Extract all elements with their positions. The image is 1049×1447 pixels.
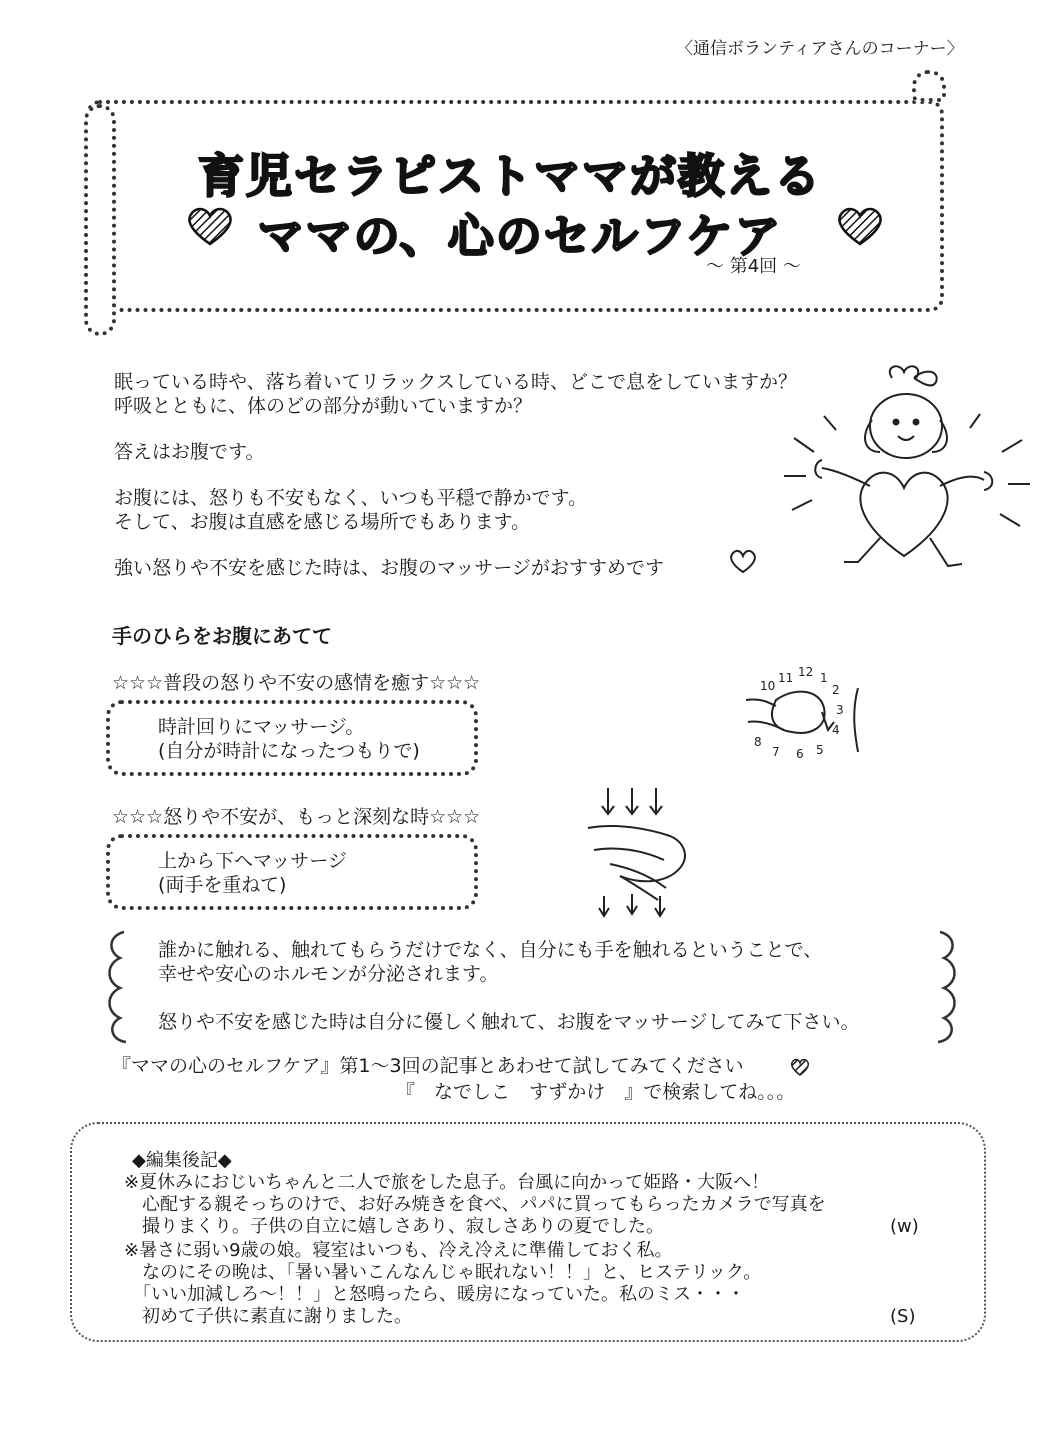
clock-number: 8 <box>754 735 762 749</box>
scroll-right-roll <box>912 70 946 102</box>
clock-number: 7 <box>772 745 780 759</box>
clock-number: 10 <box>760 679 776 693</box>
clock-number: 2 <box>832 683 840 697</box>
intro-question-1: 眠っている時や、落ち着いてリラックスしている時、どこで息をしていますか？ <box>114 371 798 393</box>
footer-line1: 『ママの心のセルフケア』第1〜3回の記事とあわせて試してみてください <box>112 1055 744 1077</box>
hands-massage-illustration <box>580 784 710 920</box>
clock-number: 3 <box>836 703 844 717</box>
editor-w-line: 心配する親そっちのけで、お好み焼きを食べ、パパに買ってもらったカメラで写真を <box>124 1194 826 1215</box>
clock-number: 1 <box>820 671 828 685</box>
issue-number: 〜 第4回 〜 <box>706 256 801 277</box>
section1-line1: 時計回りにマッサージ。 <box>158 716 365 738</box>
title-line1: 育児セラピストママが教える <box>198 149 822 203</box>
clock-massage-illustration <box>736 660 866 770</box>
editor-s-line: 「いい加減しろ〜！！」と怒鳴ったら、暖房になっていた。私のミス・・・ <box>124 1284 745 1305</box>
heart-right-icon <box>836 206 884 246</box>
clock-number: 11 <box>778 671 794 685</box>
editor-w-signature: (w) <box>890 1216 919 1237</box>
bubble-line3: 怒りや不安を感じた時は自分に優しく触れて、お腹をマッサージしてみて下さい。 <box>158 1011 860 1033</box>
heart-left-icon <box>186 206 234 246</box>
clock-number: 5 <box>816 743 824 757</box>
corner-label: 〈通信ボランティアさんのコーナー〉 <box>676 39 964 59</box>
scroll-left-roll <box>84 104 116 336</box>
editor-w-line: ※夏休みにおじいちゃんと二人で旅をした息子。台風に向かって姫路・大阪へ！ <box>124 1172 770 1193</box>
clock-number: 6 <box>796 747 804 761</box>
section2-line2: (両手を重ねて) <box>158 874 287 896</box>
section1-heading: ☆☆☆普段の怒りや不安の感情を癒す☆☆☆ <box>112 672 481 694</box>
editor-w-line: 撮りまくり。子供の自立に嬉しさあり、寂しさありの夏でした。 <box>124 1216 664 1237</box>
intro-paragraph-1: お腹には、怒りも不安もなく、いつも平穏で静かです。 <box>114 487 588 509</box>
editor-s-line: ※暑さに弱い9歳の娘。寝室はいつも、冷え冷えに準備しておく私。 <box>124 1240 673 1261</box>
section2-line1: 上から下へマッサージ <box>158 850 347 872</box>
intro-question-2: 呼吸とともに、体のどの部分が動いていますか？ <box>114 395 533 417</box>
section2-heading: ☆☆☆怒りや不安が、もっと深刻な時☆☆☆ <box>112 806 481 828</box>
bubble-line2: 幸せや安心のホルモンが分泌されます。 <box>158 963 499 985</box>
intro-paragraph-2: そして、お腹は直感を感じる場所でもあります。 <box>114 511 531 533</box>
intro-paragraph-3: 強い怒りや不安を感じた時は、お腹のマッサージがおすすめです <box>114 557 665 579</box>
footer-heart-icon <box>790 1058 810 1076</box>
intro-answer: 答えはお腹です。 <box>114 441 265 463</box>
bubble-line1: 誰かに触れる、触れてもらうだけでなく、自分にも手を触れるということで、 <box>158 939 823 961</box>
small-heart-icon <box>728 548 758 574</box>
clock-number: 12 <box>798 665 814 679</box>
footer-line2: 『 なでしこ すずかけ 』で検索してね。。。 <box>396 1081 796 1103</box>
girl-with-heart-illustration <box>764 356 1044 596</box>
section1-line2: (自分が時計になったつもりで) <box>158 740 420 762</box>
subhead: 手のひらをお腹にあてて <box>112 624 332 648</box>
editor-heading: ◆編集後記◆ <box>132 1150 232 1171</box>
title-line2: ママの、心のセルフケア <box>257 209 783 263</box>
clock-number: 4 <box>832 723 840 737</box>
editor-s-line: 初めて子供に素直に謝りました。 <box>124 1306 412 1327</box>
editor-s-line: なのにその晩は、「暑い暑いこんなんじゃ眠れない！！」と、ヒステリック。 <box>124 1262 762 1283</box>
editor-s-signature: (S) <box>890 1306 916 1327</box>
